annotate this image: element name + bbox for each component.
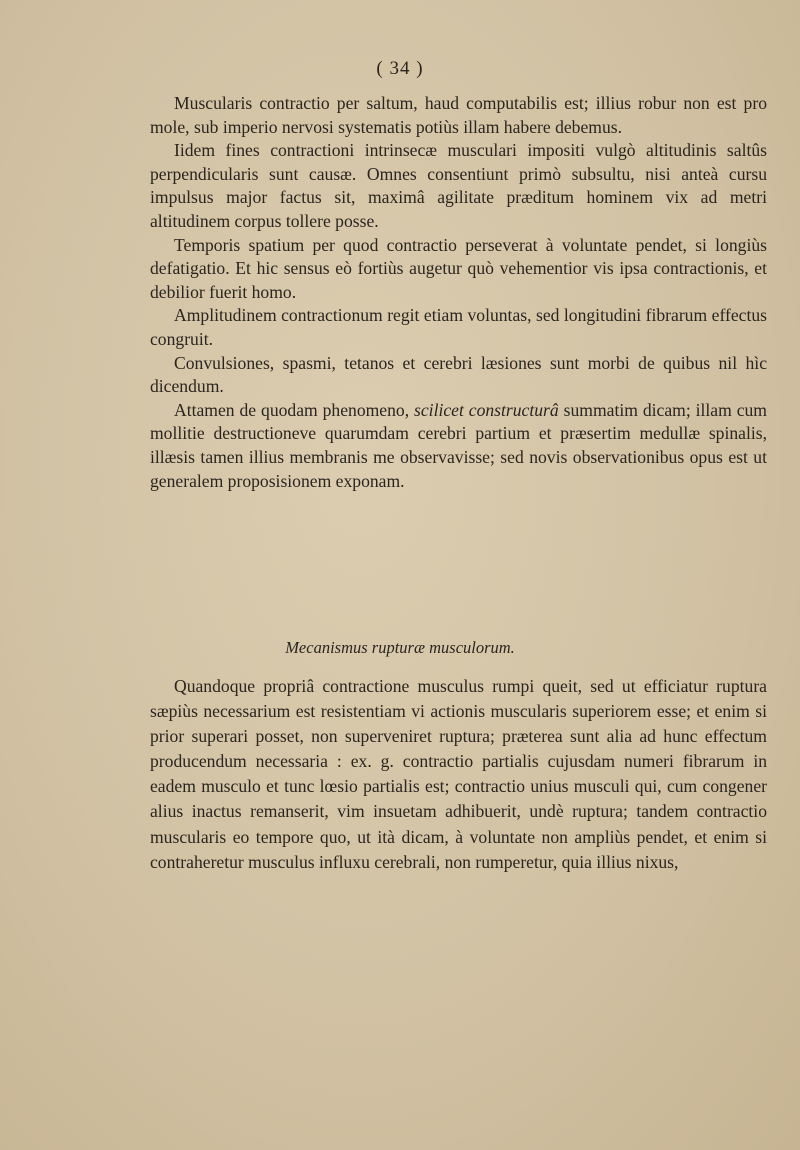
paragraph: Amplitudinem contractionum regit etiam voluntas, sed longitudini fibrarum effectus congruit. (150, 305, 767, 349)
paragraph: Quandoque propriâ contractione musculus rumpi queit, sed ut efficiatur ruptura sæpiùs necessarium est resistentiam vi actionis muscularis superiorem esse; et enim si prior superari posset, non superveniret ruptura; præterea sunt alia ad hunc effectum producendum necessaria : ex. g. contractio partialis cujusdam numeri fibrarum in eadem musculo et tunc lœsio partialis est; contractio unius musculi qui, cum congener alius inactus remanserit, vim insuetam adhibuerit, undè ruptura; tandem contractio muscularis eo tempore quo, ut ità dicam, à voluntate non ampliùs pendet, et enim si contraheretur musculus influxu cerebrali, non rumperetur, quia illius nixus, (150, 676, 767, 872)
section-heading: Mecanismus rupturæ musculorum. (285, 638, 515, 657)
text-block-bottom (150, 674, 767, 875)
paragraph: Muscularis contractio per saltum, haud computabilis est; illius robur non est pro mole, sub imperio nervosi systematis potiùs illam habere debemus. (150, 93, 767, 137)
paragraph-text: Attamen de quodam phenomeno, (174, 399, 415, 420)
paragraph: Convulsiones, spasmi, tetanos et cerebri læsiones sunt morbi de quibus nil hìc dicendum. (150, 352, 767, 397)
paragraph-text: summatim dicam; illam cum mollitie destructioneve quarumdam cerebri partium et præsertim medullæ spinalis, illæsis tamen illius membranis me observavisse; sed novis observationibus opus est ut generalem proposisionem exponam. (150, 399, 767, 491)
italic-phrase: scilicet constructurâ (414, 399, 559, 420)
paragraph: Temporis spatium per quod contractio perseverat à voluntate pendet, si longiùs defatigatio. Et hic sensus eò fortiùs augetur quò vehementior vis ipsa contractionis, et debilior fuerit homo. (150, 234, 767, 302)
paragraph: Iidem fines contractioni intrinsecæ musculari impositi vulgò altitudinis saltûs perpendicularis sunt causæ. Omnes consentiunt primò subsultu, nisi anteà cursu impulsus major factus sit, maximâ agilitate præditum hominem vix ad metri altitudinem corpus tollere posse. (150, 140, 767, 231)
paragraph (150, 399, 767, 493)
text-block-top (150, 92, 767, 493)
page-number: ( 34 ) (376, 58, 424, 79)
